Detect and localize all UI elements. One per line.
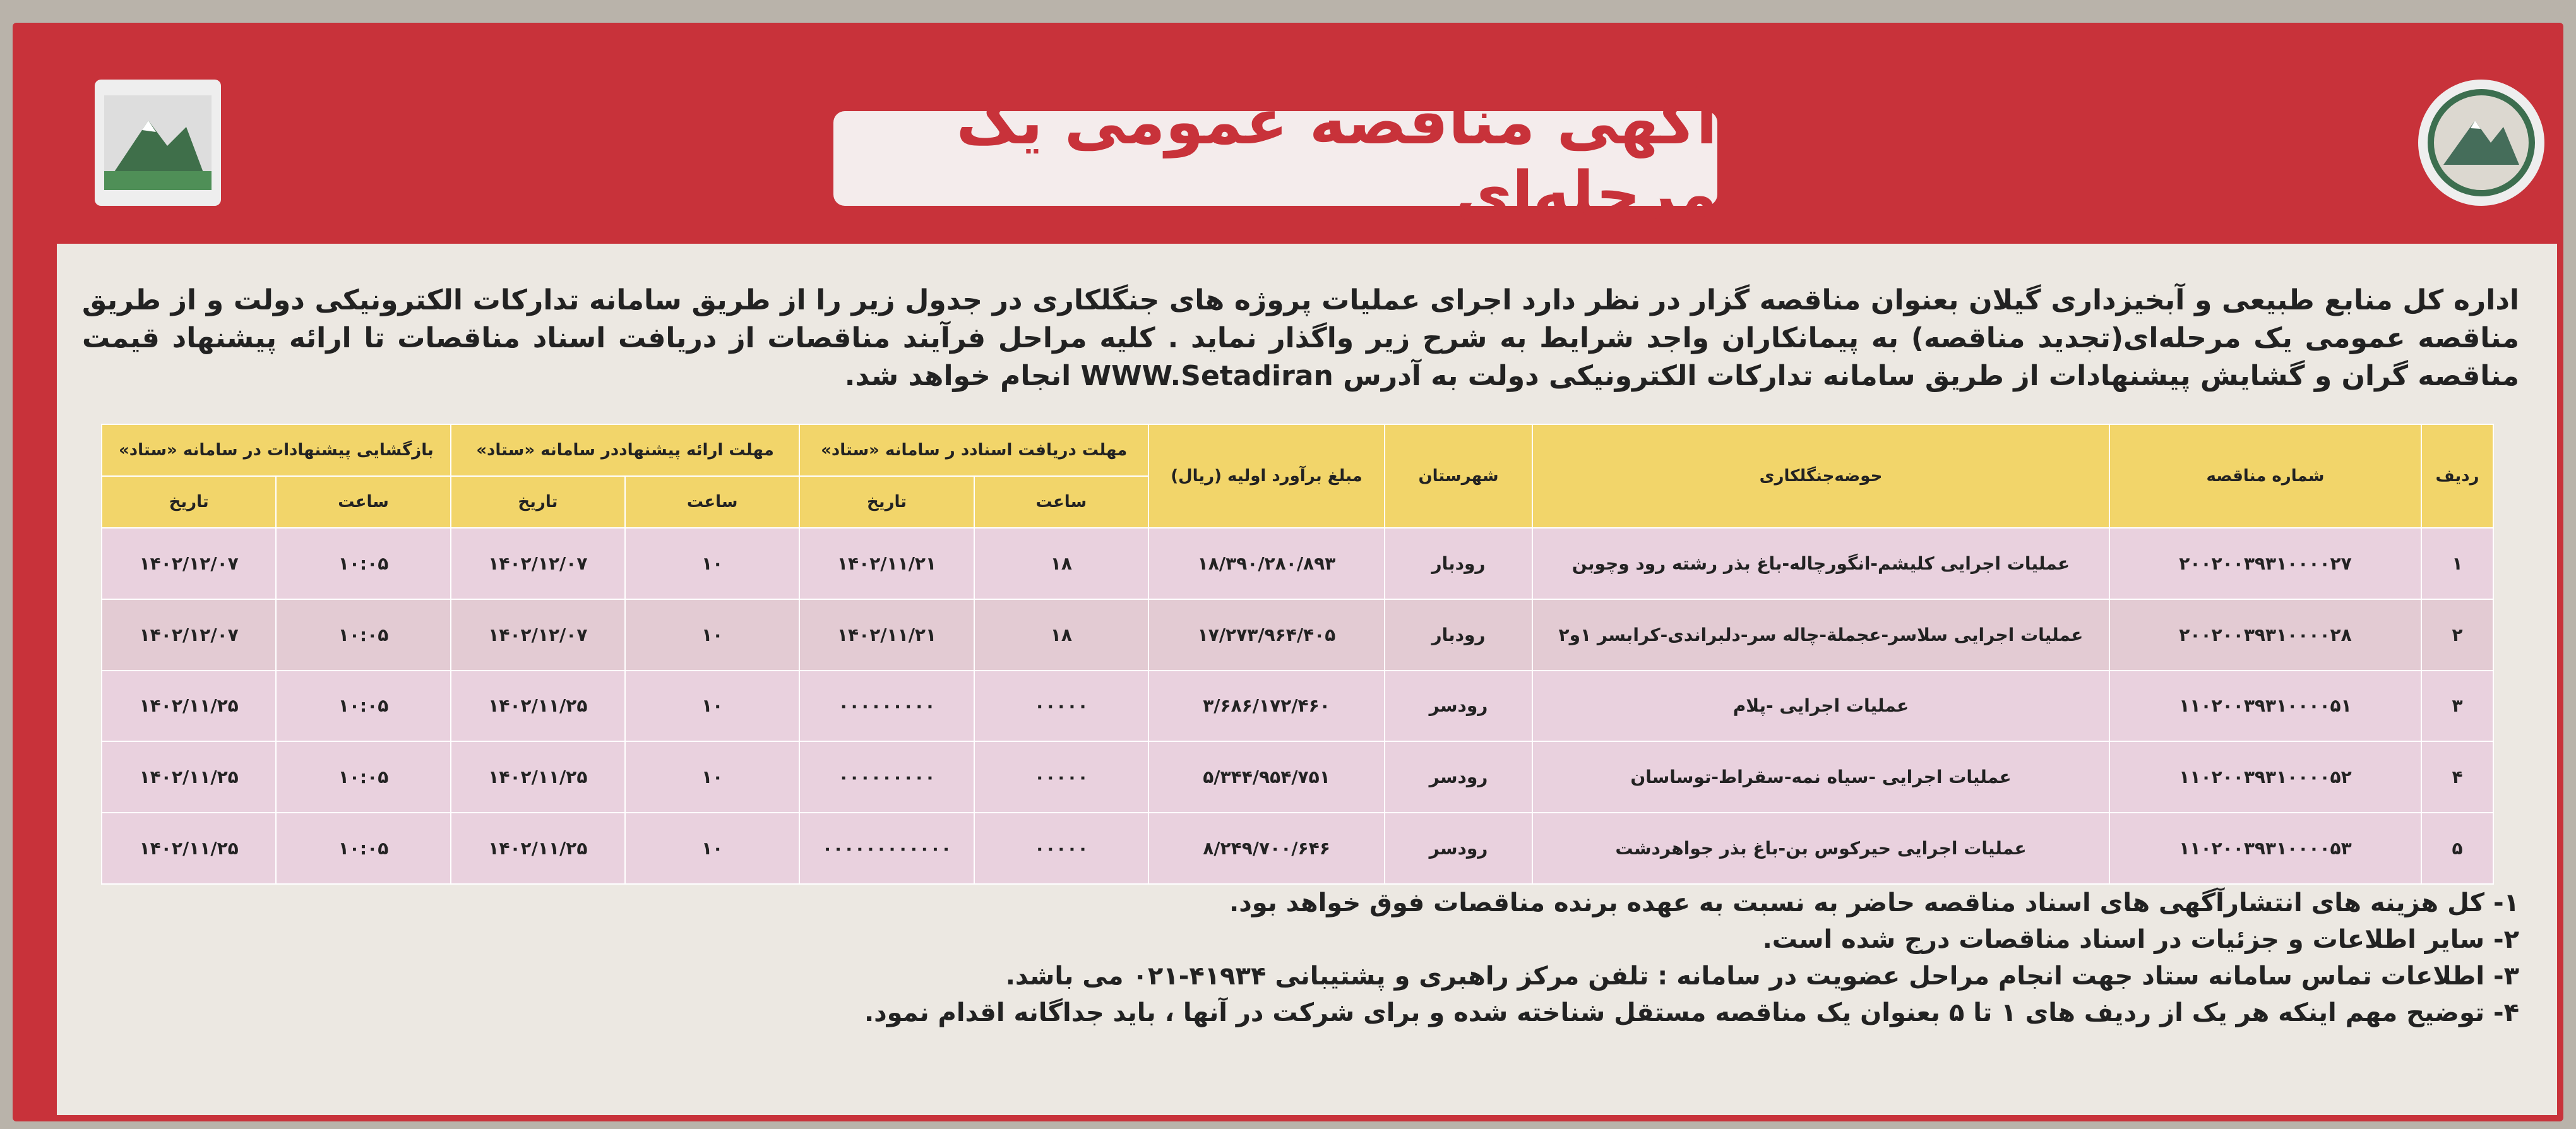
- cell-receive-hour: ۱۸: [974, 599, 1148, 671]
- cell-submit-hour: ۱۰: [625, 813, 799, 884]
- cell-receive-hour: ۱۸: [974, 528, 1148, 599]
- header-estimate: مبلغ برآورد اولیه (ریال): [1148, 424, 1385, 528]
- cell-open-hour: ۱۰:۰۵: [276, 671, 450, 742]
- cell-submit-date: ۱۴۰۲/۱۱/۲۵: [451, 671, 625, 742]
- cell-row: ۱: [2421, 528, 2493, 599]
- cell-row: ۲: [2421, 599, 2493, 671]
- cell-tender-no: ۱۱۰۲۰۰۳۹۳۱۰۰۰۰۵۳: [2109, 813, 2421, 884]
- header-area: حوضه‌جنگلکاری: [1532, 424, 2109, 528]
- cell-open-hour: ۱۰:۰۵: [276, 813, 450, 884]
- advertisement-frame: [13, 23, 2563, 1121]
- tender-table: [101, 424, 2494, 885]
- header: [13, 23, 2563, 237]
- cell-city: رودبار: [1385, 599, 1532, 671]
- cell-area: عملیات اجرایی -سیاه نمه-سقراط-توساسان: [1532, 741, 2109, 813]
- table-row: [102, 741, 2493, 813]
- cell-receive-date: ۰۰۰۰۰۰۰۰۰: [799, 671, 974, 742]
- cell-receive-hour: ۰۰۰۰۰: [974, 671, 1148, 742]
- cell-city: رودسر: [1385, 741, 1532, 813]
- cell-receive-hour: ۰۰۰۰۰: [974, 741, 1148, 813]
- cell-row: ۳: [2421, 671, 2493, 742]
- cell-receive-date: ۰۰۰۰۰۰۰۰۰: [799, 741, 974, 813]
- header-receive: مهلت دریافت اسنادد ر سامانه «ستاد»: [799, 424, 1148, 476]
- note-item: ۲- سایر اطلاعات و جزئیات در اسناد مناقصات درج شده است.: [1762, 925, 2519, 954]
- header-city: شهرستان: [1385, 424, 1532, 528]
- cell-open-hour: ۱۰:۰۵: [276, 599, 450, 671]
- table-row: [102, 813, 2493, 884]
- note-item: ۴- توضیح مهم اینکه هر یک از ردیف های ۱ تا ۵ بعنوان یک مناقصه مستقل شناخته شده و برای شرکت در آنها ، باید جداگانه اقدام نمود.: [864, 998, 2519, 1027]
- cell-submit-hour: ۱۰: [625, 599, 799, 671]
- header-submit: مهلت ارائه پیشنهاددر سامانه «ستاد»: [451, 424, 800, 476]
- cell-open-date: ۱۴۰۲/۱۲/۰۷: [102, 599, 276, 671]
- cell-open-date: ۱۴۰۲/۱۱/۲۵: [102, 813, 276, 884]
- cell-open-date: ۱۴۰۲/۱۱/۲۵: [102, 741, 276, 813]
- cell-open-date: ۱۴۰۲/۱۲/۰۷: [102, 528, 276, 599]
- cell-submit-hour: ۱۰: [625, 528, 799, 599]
- cell-submit-date: ۱۴۰۲/۱۱/۲۵: [451, 813, 625, 884]
- header-receive-hour: ساعت: [974, 476, 1148, 528]
- cell-submit-date: ۱۴۰۲/۱۲/۰۷: [451, 599, 625, 671]
- cell-estimate: ۱۷/۲۷۳/۹۶۴/۴۰۵: [1148, 599, 1385, 671]
- header-open: بازگشایی پیشنهادات در سامانه «ستاد»: [102, 424, 451, 476]
- page-title: آگهی مناقصه عمومی یک مرحله‌ای: [833, 111, 1717, 206]
- cell-area: عملیات اجرایی حیرکوس بن-باغ بذر جواهردشت: [1532, 813, 2109, 884]
- cell-open-date: ۱۴۰۲/۱۱/۲۵: [102, 671, 276, 742]
- header-receive-date: تاریخ: [799, 476, 974, 528]
- header-row: ردیف: [2421, 424, 2493, 528]
- mountain-logo-icon: [104, 95, 212, 190]
- cell-open-hour: ۱۰:۰۵: [276, 528, 450, 599]
- intro-paragraph: اداره کل منابع طبیعی و آبخیزداری گیلان بعنوان مناقصه گزار در نظر دارد اجرای عملیات پروژه های جنگلکاری در جدول زیر را از طریق سامانه تدارکات الکترونیکی دولت و از طریق مناقصه عمومی یک مرحله‌ای(تجدید مناقصه) به پیمانکاران واجد شرایط به شرح زیر واگذار نماید . کلیه مراحل فرآیند مناقصات از دریافت اسناد مناقصات تا ارائه پیشنهاد قیمت مناقصه گران و گشایش پیشنهادات از طریق سامانه تدارکات الکترونیکی دولت به آدرس WWW.Setadiran انجام خواهد شد.: [82, 284, 2519, 392]
- cell-submit-date: ۱۴۰۲/۱۲/۰۷: [451, 528, 625, 599]
- content-panel: [57, 244, 2557, 1115]
- cell-tender-no: ۱۱۰۲۰۰۳۹۳۱۰۰۰۰۵۲: [2109, 741, 2421, 813]
- table-row: [102, 528, 2493, 599]
- cell-city: رودبار: [1385, 528, 1532, 599]
- cell-receive-date: ۰۰۰۰۰۰۰۰۰۰۰۰: [799, 813, 974, 884]
- cell-tender-no: ۲۰۰۲۰۰۳۹۳۱۰۰۰۰۲۷: [2109, 528, 2421, 599]
- cell-receive-date: ۱۴۰۲/۱۱/۲۱: [799, 528, 974, 599]
- cell-submit-date: ۱۴۰۲/۱۱/۲۵: [451, 741, 625, 813]
- cell-submit-hour: ۱۰: [625, 741, 799, 813]
- cell-row: ۴: [2421, 741, 2493, 813]
- header-tender-no: شماره مناقصه: [2109, 424, 2421, 528]
- cell-estimate: ۱۸/۳۹۰/۲۸۰/۸۹۳: [1148, 528, 1385, 599]
- cell-estimate: ۵/۳۴۴/۹۵۴/۷۵۱: [1148, 741, 1385, 813]
- note-item: ۳- اطلاعات تماس سامانه ستاد جهت انجام مراحل عضویت در سامانه : تلفن مرکز راهبری و پشتیبانی ۴۱۹۳۴-۰۲۱ می باشد.: [1005, 962, 2519, 991]
- cell-submit-hour: ۱۰: [625, 671, 799, 742]
- cell-tender-no: ۲۰۰۲۰۰۳۹۳۱۰۰۰۰۲۸: [2109, 599, 2421, 671]
- header-open-hour: ساعت: [276, 476, 450, 528]
- cell-area: عملیات اجرایی -پلام: [1532, 671, 2109, 742]
- mountain-logo-icon: [2428, 89, 2535, 196]
- notes-list: [82, 885, 2519, 1031]
- cell-estimate: ۸/۲۴۹/۷۰۰/۶۴۶: [1148, 813, 1385, 884]
- note-item: ۱- کل هزینه های انتشارآگهی های اسناد مناقصه حاضر به نسبت به عهده برنده مناقصات فوق خواهد بود.: [1229, 888, 2519, 917]
- cell-estimate: ۳/۶۸۶/۱۷۲/۴۶۰: [1148, 671, 1385, 742]
- cell-area: عملیات اجرایی سلاسر-عجملة-چاله سر-دلبراندی-کرابسر ۱و۲: [1532, 599, 2109, 671]
- header-open-date: تاریخ: [102, 476, 276, 528]
- cell-open-hour: ۱۰:۰۵: [276, 741, 450, 813]
- cell-row: ۵: [2421, 813, 2493, 884]
- cell-city: رودسر: [1385, 671, 1532, 742]
- table-row: [102, 599, 2493, 671]
- header-submit-date: تاریخ: [451, 476, 625, 528]
- organization-logo: [2418, 80, 2544, 206]
- cell-tender-no: ۱۱۰۲۰۰۳۹۳۱۰۰۰۰۵۱: [2109, 671, 2421, 742]
- table-row: [102, 671, 2493, 742]
- cell-area: عملیات اجرایی کلیشم-انگورچاله-باغ بذر رشته رود وچوبن: [1532, 528, 2109, 599]
- organization-logo: [95, 80, 221, 206]
- cell-receive-date: ۱۴۰۲/۱۱/۲۱: [799, 599, 974, 671]
- header-submit-hour: ساعت: [625, 476, 799, 528]
- cell-receive-hour: ۰۰۰۰۰: [974, 813, 1148, 884]
- cell-city: رودسر: [1385, 813, 1532, 884]
